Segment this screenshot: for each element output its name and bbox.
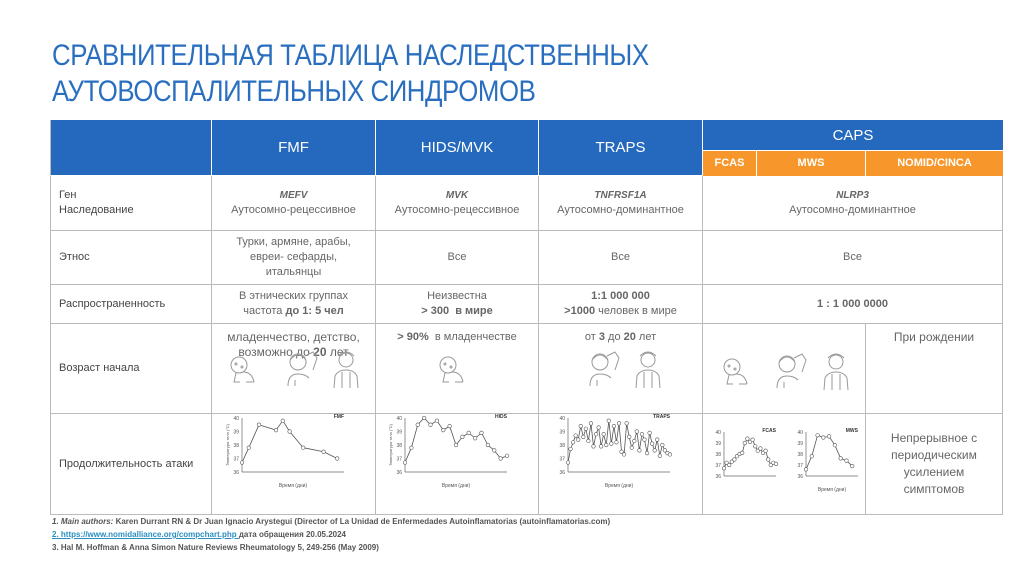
inheritance: Аутосомно-доминантное <box>789 204 916 216</box>
data-point <box>274 428 278 432</box>
cell-caps-prevalence <box>703 285 1003 324</box>
text: от <box>584 331 599 343</box>
footnote-2 <box>52 530 346 539</box>
data-point <box>845 459 849 463</box>
row-label-onset: Возраст начала <box>50 324 212 414</box>
text-bold: >1000 <box>564 305 596 317</box>
data-point <box>584 427 588 431</box>
data-point <box>429 423 433 427</box>
data-point <box>416 423 420 427</box>
data-point <box>587 439 591 443</box>
data-point <box>804 468 808 472</box>
footnote-text: Karen Durrant RN & Dr Juan Ignacio Arystegui (Director of La Unidad de Enfermedades Autoinflamatorias (autoinflamatorias.com) <box>113 517 611 526</box>
cell-fmf-gene <box>212 176 376 231</box>
data-point <box>827 435 831 439</box>
data-point <box>640 432 644 436</box>
header-hids: HIDS/MVK <box>376 120 539 176</box>
data-point <box>625 422 629 426</box>
y-tick-label: 40 <box>715 430 721 436</box>
y-tick-label: 39 <box>797 441 803 447</box>
data-point <box>645 451 649 455</box>
text-bold: > 300 <box>421 305 450 317</box>
y-tick-label: 39 <box>396 429 402 436</box>
data-point <box>582 435 586 439</box>
series-line <box>405 418 507 463</box>
data-point <box>454 443 458 447</box>
gene-name: MVK <box>445 190 469 201</box>
gene-name: TNFRSF1A <box>594 190 647 201</box>
data-point <box>461 435 465 439</box>
text-bold: до 1: 5 чел <box>285 305 344 317</box>
data-point <box>288 430 292 434</box>
header-empty <box>50 120 212 176</box>
text-bold: 1 : 1 000 0000 <box>817 297 888 310</box>
x-axis-label: Время (дни) <box>441 483 471 489</box>
data-point <box>597 426 601 430</box>
footnote-1 <box>52 517 610 526</box>
adult-icon <box>822 350 850 390</box>
page-title: СРАВНИТЕЛЬНАЯ ТАБЛИЦА НАСЛЕДСТВЕННЫХ АУТОВОСПАЛИТЕЛЬНЫХ СИНДРОМОВ <box>52 39 649 108</box>
cell-caps-ethnos: Все <box>703 231 1003 285</box>
series-line <box>568 421 670 463</box>
gene-name: MEFV <box>279 190 308 201</box>
y-axis-label: Температура тела (°C) <box>388 423 393 467</box>
cell-nomid-duration: Непрерывное с периодическим усилением симптомов <box>866 414 1003 515</box>
footnote-label: 1. Main authors: <box>52 517 114 526</box>
text <box>243 304 344 319</box>
text: младенчество, детство, <box>227 330 360 344</box>
data-point <box>722 467 726 471</box>
text <box>585 330 656 345</box>
text <box>397 330 516 345</box>
text: частота <box>243 305 286 317</box>
data-point <box>566 461 570 465</box>
data-point <box>505 454 509 458</box>
data-point <box>589 422 593 426</box>
data-point <box>441 428 445 432</box>
data-point <box>576 438 580 442</box>
data-point <box>579 424 583 428</box>
data-point <box>630 446 634 450</box>
cell-hids-prevalence <box>376 285 539 324</box>
adult-icon <box>332 348 360 388</box>
y-tick-label: 40 <box>233 416 239 422</box>
data-point <box>612 424 616 428</box>
data-point <box>658 454 662 458</box>
data-point <box>774 462 778 466</box>
data-point <box>569 447 573 451</box>
y-tick-label: 37 <box>715 463 721 469</box>
data-point <box>574 434 578 438</box>
data-point <box>322 450 326 454</box>
inheritance: Аутосомно-доминантное <box>557 204 684 216</box>
data-point <box>661 443 665 447</box>
label-inheritance: Наследование <box>59 204 134 216</box>
data-point <box>607 419 611 423</box>
gene-name: NLRP3 <box>836 190 869 201</box>
y-tick-label: 38 <box>715 452 721 458</box>
cell-traps-ethnos: Все <box>539 231 703 285</box>
adult-icon <box>634 348 662 388</box>
y-tick-label: 39 <box>715 441 721 447</box>
mws-fever-chart <box>786 424 866 494</box>
y-tick-label: 39 <box>233 429 239 436</box>
data-point <box>492 449 496 453</box>
y-tick-label: 40 <box>797 430 803 436</box>
footnote-text: дата обращения 20.05.2024 <box>238 530 347 539</box>
data-point <box>281 419 285 423</box>
data-point <box>499 457 503 461</box>
y-tick-label: 38 <box>559 443 565 449</box>
data-point <box>668 453 672 457</box>
data-point <box>635 430 639 434</box>
fcas-fever-chart <box>704 424 784 494</box>
chart-title: FCAS <box>762 428 776 434</box>
baby-icon <box>437 354 467 386</box>
header-mws: MWS <box>757 151 866 176</box>
cell-traps-onset <box>539 324 703 414</box>
data-point <box>627 435 631 439</box>
cell-traps-prevalence <box>539 285 703 324</box>
header-traps: TRAPS <box>539 120 703 176</box>
cell-nomid-onset: При рождении <box>866 324 1003 414</box>
data-point <box>301 446 305 450</box>
data-point <box>604 443 608 447</box>
data-point <box>467 431 471 435</box>
label-gene: Ген <box>59 189 77 201</box>
data-point <box>633 439 637 443</box>
y-tick-label: 36 <box>233 470 239 476</box>
cell-fmf-prevalence <box>212 285 376 324</box>
chart-title: TRAPS <box>653 414 670 420</box>
y-axis-label: Температура тела (°C) <box>225 423 230 467</box>
data-point <box>335 457 339 461</box>
data-point <box>643 438 647 442</box>
data-point <box>650 442 654 446</box>
series-line <box>242 421 337 463</box>
data-point <box>610 442 614 446</box>
text: в младенчестве <box>428 331 517 343</box>
text: В этнических группах <box>239 290 348 302</box>
header-nomid: NOMID/CINCA <box>866 151 1003 176</box>
data-point <box>257 423 261 427</box>
x-axis-label: Время (дни) <box>604 483 634 489</box>
data-point <box>751 438 755 442</box>
data-point <box>766 458 770 462</box>
data-point <box>599 445 603 449</box>
cell-caps-gene <box>703 176 1003 231</box>
y-tick-label: 37 <box>233 456 239 463</box>
row-label-ethnos: Этнос <box>50 231 212 285</box>
y-tick-label: 36 <box>715 474 721 480</box>
data-point <box>617 422 621 426</box>
data-point <box>850 464 854 468</box>
data-point <box>571 441 575 445</box>
data-point <box>655 438 659 442</box>
data-point <box>746 437 750 441</box>
data-point <box>638 449 642 453</box>
data-point <box>615 441 619 445</box>
footnote-3: 3. Hal M. Hoffman & Anna Simon Nature Reviews Rheumatology 5, 249-256 (May 2009) <box>52 543 379 552</box>
y-tick-label: 38 <box>396 443 402 449</box>
text <box>421 304 493 319</box>
data-point <box>822 436 826 440</box>
data-point <box>422 416 426 420</box>
y-tick-label: 37 <box>396 456 402 463</box>
data-point <box>247 446 251 450</box>
header-fcas: FCAS <box>703 151 757 176</box>
data-point <box>833 443 837 447</box>
text: человек в мире <box>595 305 677 317</box>
text-bold: в мире <box>449 305 493 317</box>
inheritance: Аутосомно-рецессивное <box>231 204 356 216</box>
data-point <box>816 434 820 438</box>
cell-hids-ethnos: Все <box>376 231 539 285</box>
child-icon <box>283 348 319 388</box>
traps-fever-chart <box>548 410 678 490</box>
cell-traps-gene <box>539 176 703 231</box>
data-point <box>740 451 744 455</box>
y-tick-label: 40 <box>396 416 402 422</box>
y-tick-label: 40 <box>559 416 565 422</box>
text: возможно до <box>238 345 314 359</box>
text: до <box>604 331 624 343</box>
y-tick-label: 37 <box>559 456 565 463</box>
chart-title: FMF <box>333 414 344 420</box>
baby-icon <box>721 356 751 388</box>
text: лет <box>635 331 657 343</box>
cell-fmf-ethnos: Турки, армяне, арабы, евреи- сефарды, итальянцы <box>212 231 376 285</box>
data-point <box>486 443 490 447</box>
data-point <box>764 449 768 453</box>
data-point <box>733 458 737 462</box>
data-point <box>592 445 596 449</box>
data-point <box>403 461 407 465</box>
data-point <box>602 432 606 436</box>
row-label-prevalence: Распространенность <box>50 285 212 324</box>
data-point <box>622 453 626 457</box>
chart-title: HIDS <box>495 414 507 420</box>
data-point <box>435 419 439 423</box>
y-tick-label: 36 <box>396 470 402 476</box>
hids-fever-chart <box>385 410 515 490</box>
text: лет <box>326 345 349 359</box>
child-icon <box>585 348 621 388</box>
text: Неизвестна <box>427 290 487 302</box>
cell-hids-gene <box>376 176 539 231</box>
header-caps: CAPS <box>703 120 1003 151</box>
text <box>564 304 677 319</box>
x-axis-label: Время (дни) <box>278 483 308 489</box>
row-label-gene <box>50 176 212 231</box>
footnote-link[interactable]: 2. https://www.nomidalliance.org/compchart.php <box>52 530 239 539</box>
data-point <box>743 441 747 445</box>
chart-title: MWS <box>845 428 858 434</box>
series-line <box>806 435 852 469</box>
y-tick-label: 37 <box>797 463 803 469</box>
baby-icon <box>228 354 258 386</box>
data-point <box>810 454 814 458</box>
y-tick-label: 36 <box>797 474 803 480</box>
y-tick-label: 36 <box>559 470 565 476</box>
data-point <box>759 447 763 451</box>
data-point <box>480 431 484 435</box>
y-tick-label: 38 <box>797 452 803 458</box>
y-tick-label: 38 <box>233 443 239 449</box>
data-point <box>594 432 598 436</box>
text-bold: 3 <box>598 331 605 343</box>
text-bold: 20 <box>623 331 636 343</box>
data-point <box>753 445 757 449</box>
data-point <box>648 431 652 435</box>
child-icon <box>772 350 808 390</box>
data-point <box>727 463 731 467</box>
data-point <box>410 446 414 450</box>
x-axis-label: Время (дни) <box>817 487 847 493</box>
text-bold: 20 <box>313 345 327 359</box>
y-tick-label: 39 <box>559 429 565 436</box>
row-label-duration: Продолжительность атаки <box>50 414 212 515</box>
data-point <box>473 436 477 440</box>
text-bold: > 90% <box>397 331 429 343</box>
data-point <box>839 457 843 461</box>
text-bold: 1:1 000 000 <box>591 290 650 302</box>
data-point <box>448 424 452 428</box>
fmf-fever-chart <box>222 410 352 490</box>
inheritance: Аутосомно-рецессивное <box>394 204 520 216</box>
data-point <box>240 461 244 465</box>
data-point <box>653 449 657 453</box>
header-fmf: FMF <box>212 120 376 176</box>
